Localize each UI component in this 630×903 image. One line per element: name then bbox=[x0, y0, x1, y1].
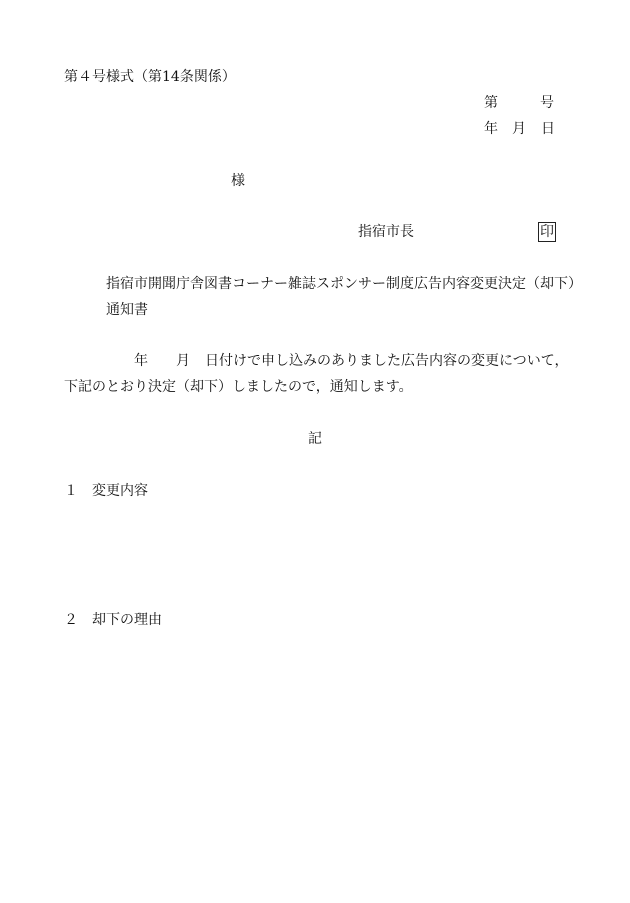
document-title-line2: 通知書 bbox=[106, 302, 148, 318]
form-label: 第４号様式（第14条関係） bbox=[64, 69, 236, 85]
document-title-line1: 指宿市開聞庁舎図書コーナー雑誌スポンサー制度広告内容変更決定（却下） bbox=[106, 276, 582, 292]
body-line2: 下記のとおり決定（却下）しましたので，通知します。 bbox=[64, 379, 413, 395]
ki-heading: 記 bbox=[308, 431, 322, 447]
item-2-number: ２ bbox=[64, 612, 78, 628]
document-number-gou: 号 bbox=[540, 95, 554, 111]
addressee-honorific: 様 bbox=[231, 173, 245, 189]
item-1-number: １ bbox=[64, 483, 78, 499]
body-year: 年 bbox=[134, 353, 148, 369]
body-line1-rest: 日付けで申し込みのありました広告内容の変更について， bbox=[205, 353, 569, 369]
date-month: 月 bbox=[512, 121, 526, 137]
item-1-label: 変更内容 bbox=[92, 483, 148, 499]
sender-title: 指宿市長 bbox=[358, 224, 414, 240]
document-number-dai: 第 bbox=[484, 95, 498, 111]
date-year: 年 bbox=[484, 121, 498, 137]
body-month: 月 bbox=[176, 353, 190, 369]
seal-mark: 印 bbox=[540, 224, 554, 240]
item-2-label: 却下の理由 bbox=[92, 612, 162, 628]
date-day: 日 bbox=[541, 121, 555, 137]
